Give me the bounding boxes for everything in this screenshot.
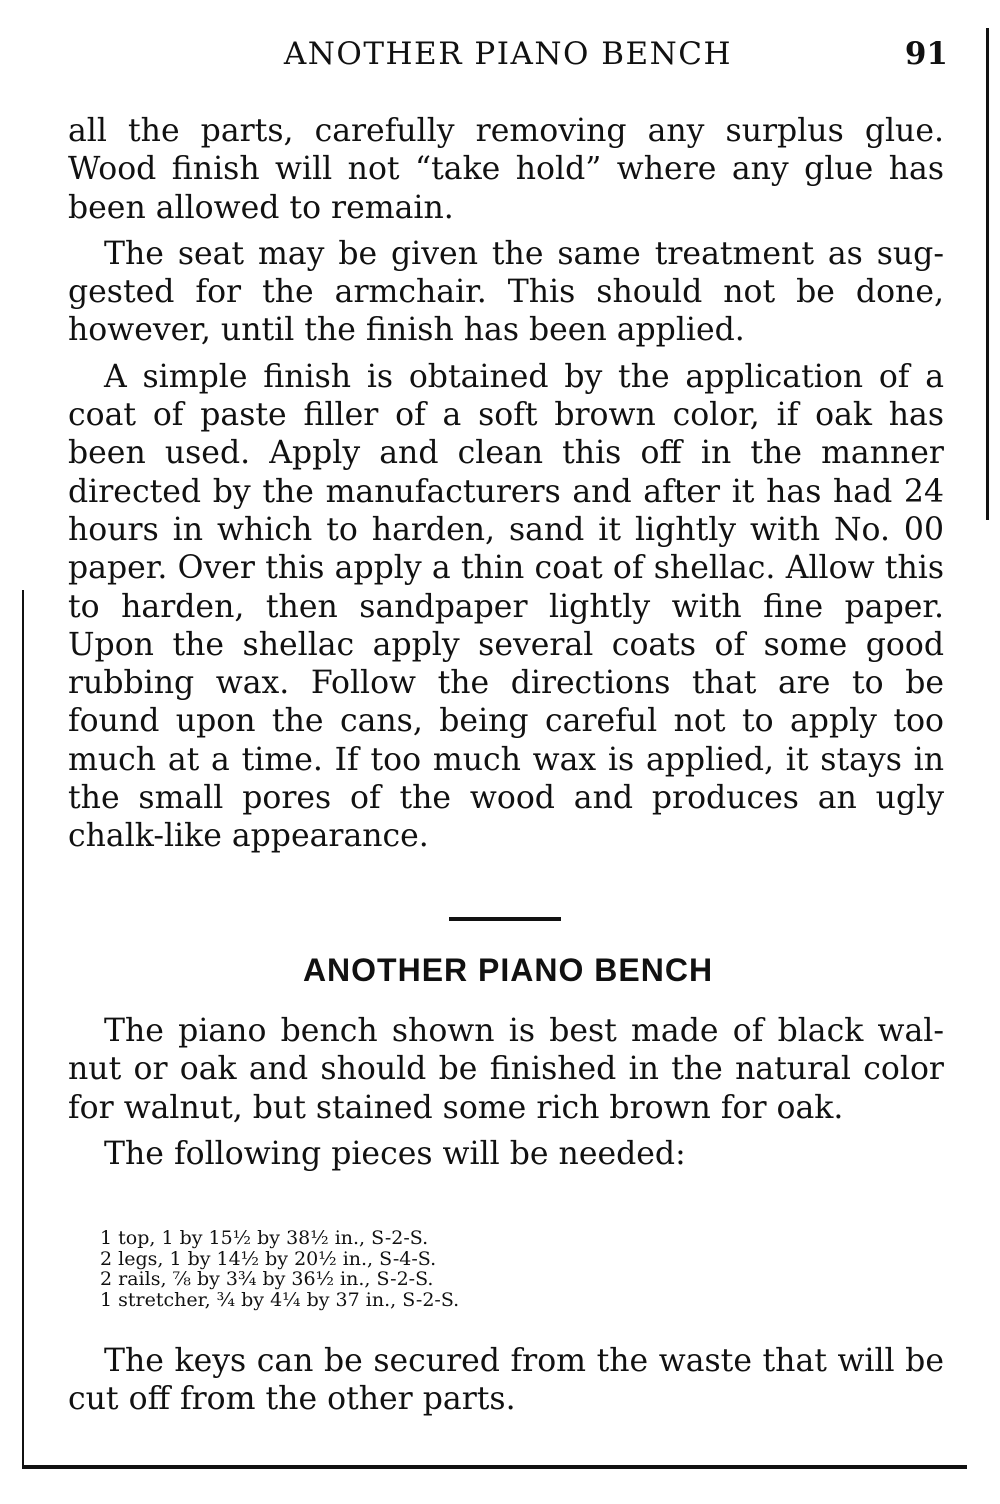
left-margin-rule: [22, 590, 24, 1468]
closing-text: [68, 1342, 944, 1419]
paragraph: The following pieces will be needed:: [104, 1135, 686, 1172]
list-item: 2 rails, ⅞ by 3¾ by 36½ in., S-2-S.: [100, 1268, 434, 1290]
running-title: ANOTHER PIANO BENCH: [283, 36, 733, 72]
page-number: 91: [904, 36, 948, 72]
section-text: [68, 1012, 944, 1173]
section-divider: [449, 917, 561, 921]
paragraph: The piano bench shown is best made of black walnut or oak and should be finished in the natural color for walnut, but stained some rich brown for oak.: [68, 1013, 944, 1126]
right-margin-rule: [986, 28, 989, 520]
section-heading: ANOTHER PIANO BENCH: [302, 952, 714, 988]
running-head: [68, 30, 948, 80]
list-item: 1 stretcher, ¾ by 4¼ by 37 in., S-2-S.: [100, 1288, 460, 1311]
paragraph: all the parts, carefully removing any surplus glue. Wood finish will not “take hold” where any glue has been allowed to remain.: [68, 113, 944, 226]
paragraph: The keys can be secured from the waste that will be cut off from the other parts.: [68, 1343, 944, 1418]
list-item: 1 top, 1 by 15½ by 38½ in., S-2-S.: [100, 1227, 429, 1249]
paragraph: The seat may be given the same treatment as suggested for the armchair. This should not be done, however, until the finish has been applied.: [68, 235, 944, 349]
pieces-list: [100, 1228, 800, 1310]
bottom-margin-rule: [22, 1465, 967, 1469]
previous-section-text: [68, 112, 944, 856]
list-item: 2 legs, 1 by 14½ by 20½ in., S-4-S.: [100, 1247, 437, 1270]
paragraph: A simple finish is obtained by the application of a coat of paste filler of a soft brown color, if oak has been used. Apply and clean this off in the manner directed by the manufacturers and after it has had 24 hours in which to harden, sand it lightly with No. 00 paper. Over this apply a thin coat of shellac. Allow this to harden, then sandpaper lightly with fine paper. Upon the shellac apply several coats of some good rubbing wax. Follow the directions that are to be found upon the cans, being careful not to apply too much at a time. If too much wax is applied, it stays in the small pores of the wood and produces an ugly chalk-like appearance.: [68, 358, 944, 855]
